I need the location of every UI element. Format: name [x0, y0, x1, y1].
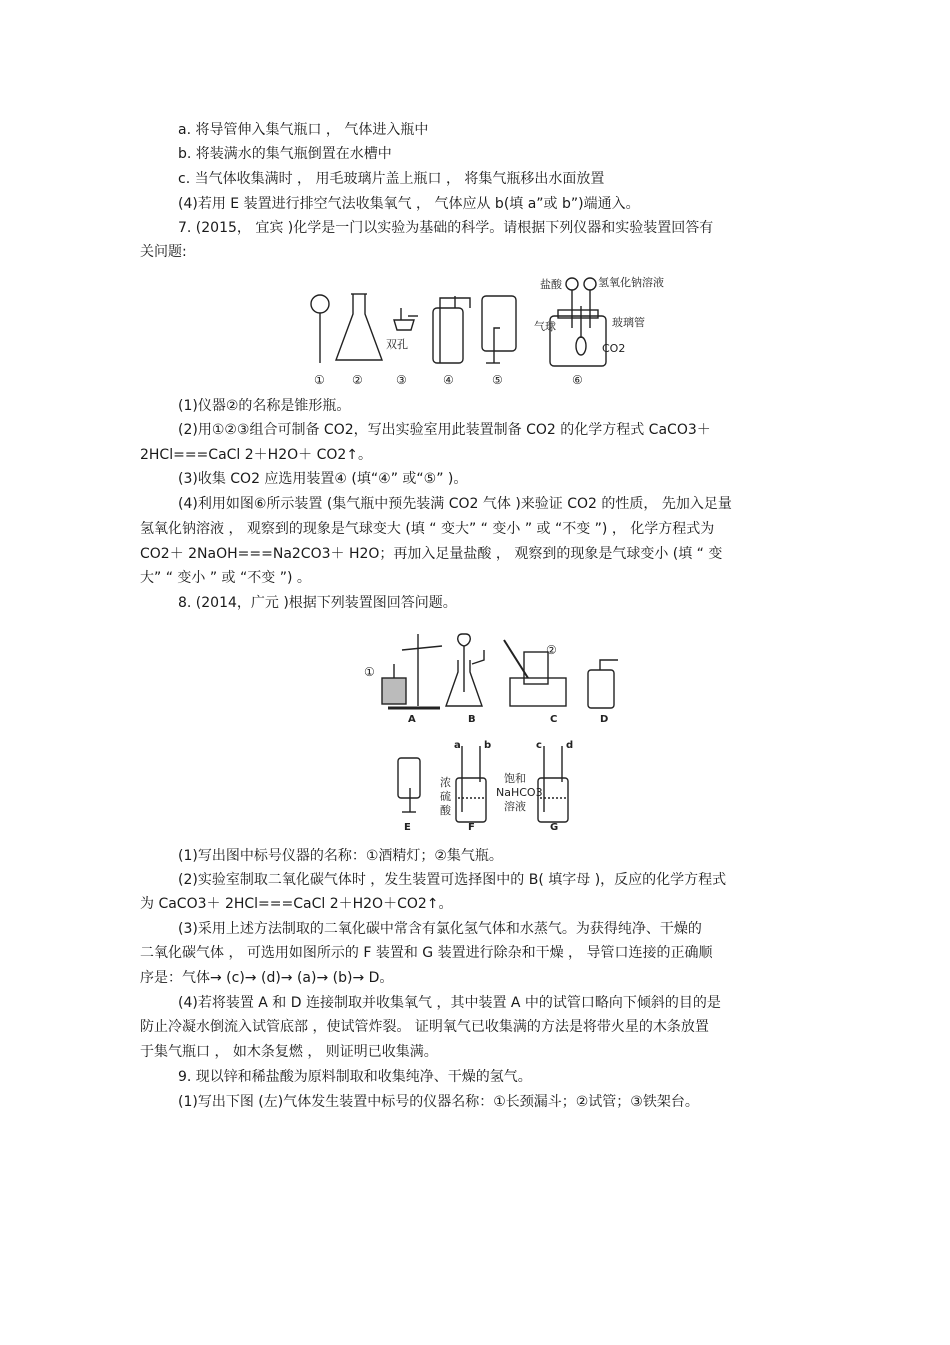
label-2: ② — [352, 373, 363, 387]
text-saturated: 饱和 — [504, 772, 526, 785]
text-sulfuric: 硫 — [440, 790, 451, 803]
q9-title: 9. 现以锌和稀盐酸为原料制取和收集纯净、干燥的氢气。 — [178, 1069, 532, 1085]
q8-4-cont2: 于集气瓶口 ， 如木条复燃 ， 则证明已收集满。 — [140, 1044, 438, 1060]
label-d: D — [600, 714, 609, 725]
q7-title: 7. (2015， 宜宾 )化学是一门以实验为基础的科学。请根据下列仪器和实验装置回答有 — [178, 220, 714, 236]
option-a: a. 将导管伸入集气瓶口 ， 气体进入瓶中 — [178, 122, 429, 138]
q7-1: (1)仪器②的名称是锥形瓶。 — [178, 398, 351, 414]
q9-1: (1)写出下图 (左)气体发生装置中标号的仪器名称：①长颈漏斗；②试管；③铁架台。 — [178, 1094, 699, 1110]
label-c: C — [550, 714, 558, 725]
label-b: B — [468, 714, 476, 725]
label-6: ⑥ — [572, 373, 583, 387]
q8-4-cont1: 防止冷凝水倒流入试管底部 ，使试管炸裂。 证明氧气已收集满的方法是将带火星的木条放置 — [140, 1019, 709, 1035]
label-g: G — [550, 822, 559, 833]
port-a: a — [454, 740, 461, 751]
label-1: ① — [314, 373, 325, 387]
q8-3-cont1: 二氧化碳气体 ， 可选用如图所示的 F 装置和 G 装置进行除杂和干燥 ， 导管口连接的正确顺 — [140, 945, 713, 961]
q8-2-eq: 为 CaCO3＋ 2HCl===CaCl 2＋H2O＋CO2↑。 — [140, 896, 453, 912]
q8-2: (2)实验室制取二氧化碳气体时 ，发生装置可选择图中的 B( 填字母 )，反应的化学方程式 — [178, 872, 727, 888]
q8-title: 8. (2014，广元 )根据下列装置图回答问题。 — [178, 595, 457, 611]
text-solution: 溶液 — [504, 800, 526, 813]
q8-1: (1)写出图中标号仪器的名称：①酒精灯；②集气瓶。 — [178, 848, 503, 864]
q7-3: (3)收集 CO2 应选用装置④ (填“④” 或“⑤” )。 — [178, 471, 468, 487]
text-double-hole: 双孔 — [386, 338, 408, 351]
q7-4-cont1: 氢氧化钠溶液 ， 观察到的现象是气球变大 (填 “ 变大” “ 变小 ” 或 “不变 ”) ， 化学方程式为 — [140, 521, 715, 537]
q8-4: (4)若将装置 A 和 D 连接制取并收集氧气 ，其中装置 A 中的试管口略向下倾斜的目的是 — [178, 995, 721, 1011]
text-naoh: 氢氧化钠溶液 — [598, 276, 664, 289]
port-c: c — [536, 740, 542, 751]
q7-4: (4)利用如图⑥所示装置 (集气瓶中预先装满 CO2 气体 )来验证 CO2 的性质， 先加入足量 — [178, 496, 732, 512]
q7-title-cont: 关问题: — [140, 244, 187, 260]
q7-4-cont2: CO2＋ 2NaOH===Na2CO3＋ H2O；再加入足量盐酸 ， 观察到的现象是气球变小 (填 “ 变 — [140, 546, 723, 562]
q7-4-cont3: 大” “ 变小 ” 或 “不变 ”) 。 — [140, 570, 311, 586]
label-f: F — [468, 822, 475, 833]
port-d: d — [566, 740, 574, 751]
figure-apparatus-efg — [380, 738, 610, 834]
label-5: ⑤ — [492, 373, 503, 387]
figure-apparatus-abcd — [360, 620, 620, 728]
figure-instruments — [300, 268, 680, 392]
q7-2: (2)用①②③组合可制备 CO2，写出实验室用此装置制备 CO2 的化学方程式 CaCO3＋ — [178, 422, 711, 438]
text-co2: CO2 — [602, 342, 626, 355]
q8-3-cont2: 序是：气体→ (c)→ (d)→ (a)→ (b)→ D。 — [140, 970, 394, 986]
mark-1: ① — [364, 665, 375, 679]
text-nahco3: NaHCO3 — [496, 786, 543, 799]
text-acid: 酸 — [440, 804, 451, 817]
text-glass-tube: 玻璃管 — [612, 316, 645, 329]
q8-3: (3)采用上述方法制取的二氧化碳中常含有氯化氢气体和水蒸气。为获得纯净、干燥的 — [178, 921, 702, 937]
port-b: b — [484, 740, 492, 751]
option-c: c. 当气体收集满时 ， 用毛玻璃片盖上瓶口 ， 将集气瓶移出水面放置 — [178, 171, 605, 187]
label-4: ④ — [443, 373, 454, 387]
text-conc: 浓 — [440, 776, 451, 789]
q7-2-eq: 2HCl===CaCl 2＋H2O＋ CO2↑。 — [140, 447, 373, 463]
label-a: A — [408, 714, 416, 725]
q6-4: (4)若用 E 装置进行排空气法收集氧气 ， 气体应从 b(填 a”或 b”)端通入。 — [178, 196, 640, 212]
text-balloon: 气球 — [534, 320, 556, 333]
label-e: E — [404, 822, 411, 833]
label-3: ③ — [396, 373, 407, 387]
option-b: b. 将装满水的集气瓶倒置在水槽中 — [178, 146, 392, 162]
mark-2: ② — [546, 643, 557, 657]
text-hcl: 盐酸 — [540, 278, 562, 291]
